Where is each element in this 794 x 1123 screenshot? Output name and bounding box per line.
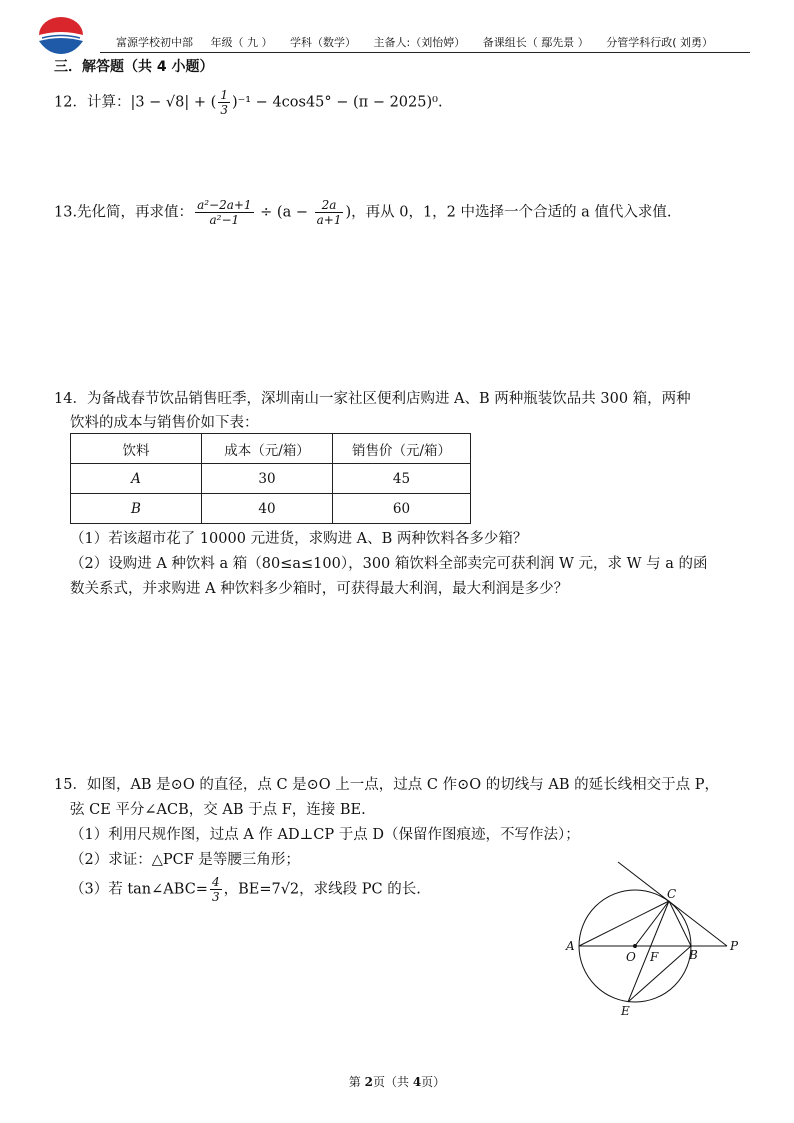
table-cell: B [71, 494, 202, 524]
q15-line-1: 15．如图，AB 是⊙O 的直径，点 C 是⊙O 上一点，过点 C 作⊙O 的切线与 AB 的延长线相交于点 P， [54, 777, 719, 793]
tangent-line-cp [618, 862, 727, 946]
q12-frac-num: 1 [220, 88, 228, 102]
q14-part-2a: （2）设购进 A 种饮料 a 箱（80≤a≤100），300 箱饮料全部卖完可获利润 W 元，求 W 与 a 的函 [70, 556, 708, 572]
table-cell: 45 [333, 464, 471, 494]
q15-part-3 [70, 875, 421, 904]
q13-f1-num: a²−2a+1 [197, 198, 252, 212]
footer-total-pages: 4 [412, 1075, 422, 1089]
q13-prefix: 13.先化简，再求值： [54, 204, 194, 221]
table-header-cell: 成本（元/箱） [202, 434, 333, 464]
header-info [116, 34, 727, 50]
q15-p3-suffix: ，BE=7√2，求线段 PC 的长. [223, 881, 421, 898]
footer-suffix: 页） [421, 1075, 446, 1089]
question-13 [54, 198, 671, 227]
question-12 [54, 88, 443, 117]
header-preparer: 主备人:（刘怡婷） [373, 36, 466, 49]
q12-fraction [218, 88, 230, 117]
radius-oc [635, 901, 669, 946]
chord-ac [579, 901, 669, 946]
header-divider [100, 52, 750, 53]
q12-frac-den: 3 [220, 103, 228, 117]
q13-mid: ÷ (a − [255, 204, 313, 221]
header-school: 富源学校初中部 [116, 36, 193, 49]
footer-page-number: 2 [364, 1075, 373, 1089]
header-subject: 学科（数学） [290, 36, 356, 49]
header-group-leader: 备课组长（ 鄢先景 ） [482, 36, 589, 49]
header-admin: 分管学科行政( 刘勇） [606, 36, 714, 49]
center-point-o [633, 944, 637, 948]
label-c: C [667, 887, 677, 901]
q13-suffix: )，再从 0，1，2 中选择一个合适的 a 值代入求值. [345, 204, 672, 221]
table-cell: 40 [202, 494, 333, 524]
label-b: B [689, 948, 698, 962]
q15-p3-den: 3 [211, 890, 220, 904]
q15-p3-num: 4 [211, 875, 220, 889]
q15-p3-fraction [210, 875, 222, 904]
q15-p3-prefix: （3）若 tan∠ABC= [70, 881, 208, 898]
header-grade: 年级（ 九 ） [210, 36, 273, 49]
chord-be [628, 946, 691, 1002]
footer-prefix: 第 [348, 1075, 365, 1089]
table-header-cell: 饮料 [71, 434, 202, 464]
cost-price-table [70, 433, 471, 524]
label-e: E [621, 1004, 630, 1018]
table-row [71, 464, 471, 494]
q14-part-2b: 数关系式，并求购进 A 种饮料多少箱时，可获得最大利润，最大利润是多少？ [70, 581, 569, 597]
table-cell: 60 [333, 494, 471, 524]
q14-line-2: 饮料的成本与销售价如下表： [70, 415, 259, 431]
label-o: O [626, 950, 636, 964]
q13-f2-den: a+1 [316, 213, 342, 227]
q13-fraction-1 [195, 198, 254, 227]
label-a: A [566, 939, 575, 953]
table-row [71, 494, 471, 524]
table-cell: A [71, 464, 202, 494]
q13-f2-num: 2a [315, 198, 344, 213]
label-p: P [730, 939, 739, 953]
geometry-figure [560, 855, 750, 1025]
q15-line-2: 弦 CE 平分∠ACB，交 AB 于点 F，连接 BE. [70, 802, 366, 818]
q13-f1-den: a²−1 [209, 213, 240, 227]
page-header [30, 12, 750, 56]
school-logo-icon [34, 14, 88, 56]
q15-part-1: （1）利用尺规作图，过点 A 作 AD⊥CP 于点 D（保留作图痕迹，不写作法）； [70, 827, 580, 843]
section-title: 三．解答题（共 4 小题） [54, 59, 214, 75]
footer-mid: 页（共 [372, 1075, 413, 1089]
table-cell: 30 [202, 464, 333, 494]
q12-prefix: 12．计算：|3 − √8| + ( [54, 94, 217, 111]
q12-suffix: )⁻¹ − 4cos45° − (π − 2025)⁰. [231, 94, 443, 111]
q14-part-1: （1）若该超市花了 10000 元进货，求购进 A、B 两种饮料各多少箱？ [70, 531, 528, 547]
page-footer [0, 1073, 794, 1090]
q15-part-2: （2）求证：△PCF 是等腰三角形； [70, 852, 300, 868]
q13-fraction-2 [315, 198, 344, 227]
label-f: F [650, 950, 659, 964]
chord-cb [669, 901, 691, 946]
table-header-row [71, 434, 471, 464]
q14-line-1: 14．为备战春节饮品销售旺季，深圳南山一家社区便利店购进 A、B 两种瓶装饮品共 300 箱，两种 [54, 391, 691, 407]
table-header-cell: 销售价（元/箱） [333, 434, 471, 464]
